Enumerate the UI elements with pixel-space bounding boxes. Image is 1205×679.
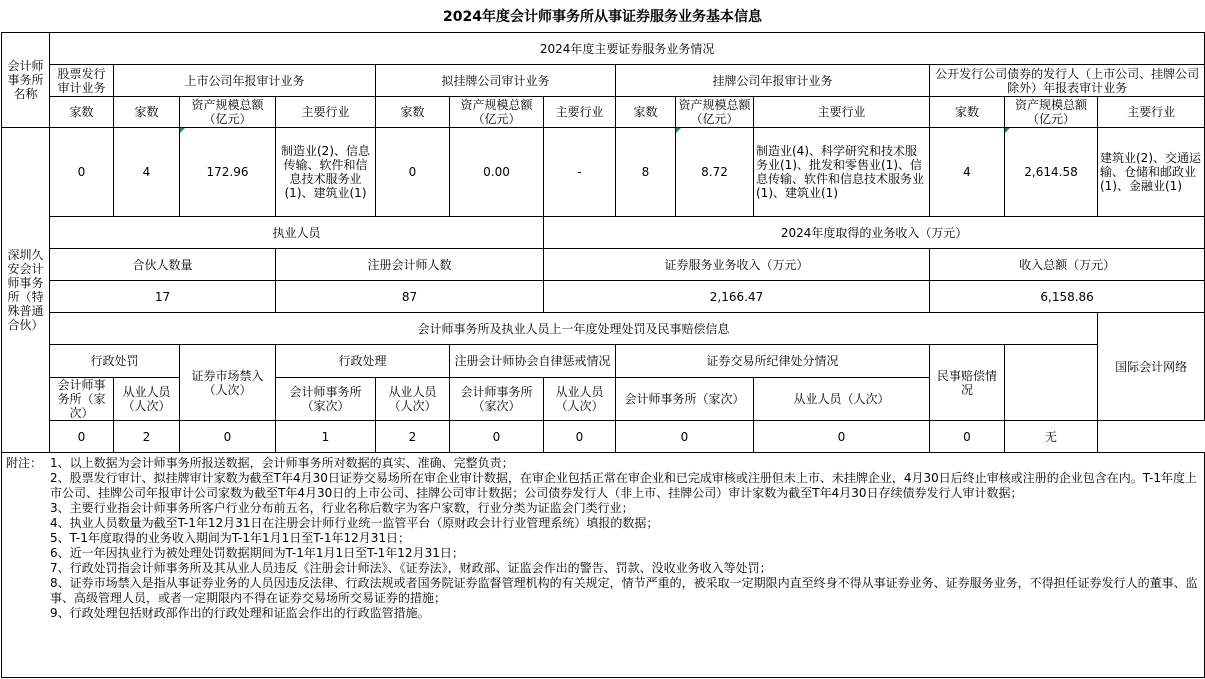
admin-penalty-staff-label: 从业人员（人次）: [114, 378, 180, 421]
network-label: 国际会计网络: [1098, 313, 1205, 421]
market-ban-value: 0: [180, 421, 276, 453]
penalties-header: 会计师事务所及执业人员上一年度处理处罚及民事赔偿信息: [50, 313, 1098, 345]
partners-value: 17: [50, 281, 276, 313]
note-item: 4、执业人员数量为截至T-1年12月31日在注册会计师行业统一监管平台（原财政会计行业管理系统）填报的数据；: [50, 516, 659, 530]
partners-label: 合伙人数量: [50, 249, 276, 281]
col-header: 家数: [50, 97, 114, 128]
admin-penalty-staff-value: 2: [114, 421, 180, 453]
col-header: 主要行业: [754, 97, 930, 128]
listed-annual-count: 4: [114, 128, 180, 217]
cicpa-firm-label: 会计师事务所（家次）: [450, 378, 544, 421]
market-ban-label: 证券市场禁入（人次）: [180, 345, 276, 421]
note-item: 1、以上数据为会计师事务所报送数据，会计师事务所对数据的真实、准确、完整负责；: [50, 456, 514, 470]
exchange-firm-value: 0: [616, 421, 754, 453]
col-header: 主要行业: [544, 97, 616, 128]
listed-annual-assets: 172.96: [180, 128, 276, 217]
note-row: [6, 456, 1200, 471]
cicpa-staff-value: 0: [544, 421, 616, 453]
col-header: 家数: [114, 97, 180, 128]
stock-issue-count: 0: [50, 128, 114, 217]
col-header: 资产规模总额（亿元）: [1005, 97, 1098, 128]
col-header: 资产规模总额（亿元）: [676, 97, 754, 128]
note-row: [6, 471, 1200, 501]
note-row: [6, 531, 1200, 546]
note-item: 3、主要行业指会计师事务所客户行业分布前五名，行业名称后数字为客户家数，行业分类为证监会门类行业；: [50, 501, 634, 515]
col-header: 主要行业: [1098, 97, 1205, 128]
exchange-staff-label: 从业人员（人次）: [754, 378, 930, 421]
col-header: 资产规模总额（亿元）: [450, 97, 544, 128]
note-item: 7、行政处罚指会计师事务所及其从业人员违反《注册会计师法》、《证券法》，财政部、证监会作出的警告、罚款、没收业务收入等处罚；: [50, 561, 772, 575]
listed-neeq-assets: 8.72: [676, 128, 754, 217]
income-header: 2024年度取得的业务收入（万元）: [544, 217, 1205, 249]
note-row: [6, 516, 1200, 531]
bond-issuer-count: 4: [930, 128, 1005, 217]
admin-action-firm-label: 会计师事务所（家次）: [276, 378, 376, 421]
note-row: [6, 576, 1200, 606]
note-item: 6、近一年因执业行为被处理处罚数据期间为T-1年1月1日至T-1年12月31日；: [50, 546, 464, 560]
securities-income-value: 2,166.47: [544, 281, 930, 313]
admin-penalty-firm-value: 0: [50, 421, 114, 453]
civil-value: 0: [930, 421, 1005, 453]
bond-issuer-assets: 2,614.58: [1005, 128, 1098, 217]
note-item: 9、行政处理包括财政部作出的行政处理和证监会作出的行政监管措施。: [50, 606, 430, 620]
listed-annual-label: 上市公司年报审计业务: [114, 65, 376, 97]
note-row: [6, 606, 1200, 621]
note-row: [6, 501, 1200, 516]
col-header: 家数: [930, 97, 1005, 128]
col-header: 主要行业: [276, 97, 376, 128]
admin-action-firm-value: 1: [276, 421, 376, 453]
admin-penalty-firm-label: 会计师事务所（家次）: [50, 378, 114, 421]
civil-label: 民事赔偿情况: [930, 345, 1005, 421]
planned-listing-industry: -: [544, 128, 616, 217]
page-title: 2024年度会计师事务所从事证券服务业务基本信息: [443, 9, 762, 25]
cicpa-firm-value: 0: [450, 421, 544, 453]
network-value: 无: [1005, 421, 1098, 453]
listed-neeq-count: 8: [616, 128, 676, 217]
notes-section: [2, 453, 1205, 678]
note-item: 5、T-1年度取得的业务收入期间为T-1年1月1日至T-1年12月31日；: [50, 531, 411, 545]
cicpa-label: 注册会计师协会自律惩戒情况: [450, 345, 616, 378]
stock-issue-label: 股票发行审计业务: [50, 65, 114, 97]
cicpa-staff-label: 从业人员（人次）: [544, 378, 616, 421]
planned-listing-label: 拟挂牌公司审计业务: [376, 65, 616, 97]
exchange-firm-label: 会计师事务所（家次）: [616, 378, 754, 421]
info-table: [1, 32, 1205, 678]
firm-name: 深圳久安会计师事务所（特殊普通合伙）: [2, 128, 50, 453]
note-item: 2、股票发行审计、拟挂牌审计家数为截至T年4月30日证券交易场所在审企业审计数据，在审企业包括正常在审企业和已完成审核或注册但未上市、未挂牌企业，4月30日后终止审核或注册的企业包含在内。T-1年度上市公司、挂牌公司年报审计公司家数为截至T年4月30日的上市公司、挂牌公司审计数据；公司债券发行人（非上市、挂牌公司）审计家数为截至T年4月30日存续债券发行人审计数据；: [50, 471, 1197, 500]
note-row: [6, 561, 1200, 576]
note-item: 8、证券市场禁入是指从事证券业务的人员因违反法律、行政法规或者国务院证券监督管理机构的有关规定，情节严重的，被采取一定期限内直至终身不得从事证券业务、证券服务业务，不得担任证券发行人的董事、监事、高级管理人员，或者一定期限内不得在证券交易场所交易证券的措施；: [50, 576, 1198, 605]
cpa-value: 87: [276, 281, 544, 313]
exchange-label: 证券交易所纪律处分情况: [616, 345, 930, 378]
securities-income-label: 证券服务业务收入（万元）: [544, 249, 930, 281]
col-header: 家数: [616, 97, 676, 128]
listed-neeq-industry: 制造业(4)、科学研究和技术服务业(1)、批发和零售业(1)、信息传输、软件和信息技术服务业(1)、建筑业(1): [754, 128, 930, 217]
main-business-header: 2024年度主要证券服务业务情况: [50, 33, 1205, 65]
admin-action-staff-value: 2: [376, 421, 450, 453]
personnel-header: 执业人员: [50, 217, 544, 249]
admin-action-staff-label: 从业人员（人次）: [376, 378, 450, 421]
note-row: [6, 546, 1200, 561]
cpa-label: 注册会计师人数: [276, 249, 544, 281]
listed-neeq-label: 挂牌公司年报审计业务: [616, 65, 930, 97]
admin-penalty-label: 行政处罚: [50, 345, 180, 378]
col-header: 资产规模总额（亿元）: [180, 97, 276, 128]
planned-listing-count: 0: [376, 128, 450, 217]
exchange-staff-value: 0: [754, 421, 930, 453]
bond-issuer-label: 公开发行公司债券的发行人（上市公司、挂牌公司除外）年报表审计业务: [930, 65, 1205, 97]
admin-action-label: 行政处理: [276, 345, 450, 378]
total-income-value: 6,158.86: [930, 281, 1205, 313]
listed-annual-industry: 制造业(2)、信息传输、软件和信息技术服务业(1)、建筑业(1): [276, 128, 376, 217]
firm-header: 会计师事务所名称: [2, 33, 50, 128]
notes-label: 附注：: [6, 456, 43, 470]
col-header: 家数: [376, 97, 450, 128]
planned-listing-assets: 0.00: [450, 128, 544, 217]
total-income-label: 收入总额（万元）: [930, 249, 1205, 281]
bond-issuer-industry: 建筑业(2)、交通运输、仓储和邮政业(1)、金融业(1): [1098, 128, 1205, 217]
